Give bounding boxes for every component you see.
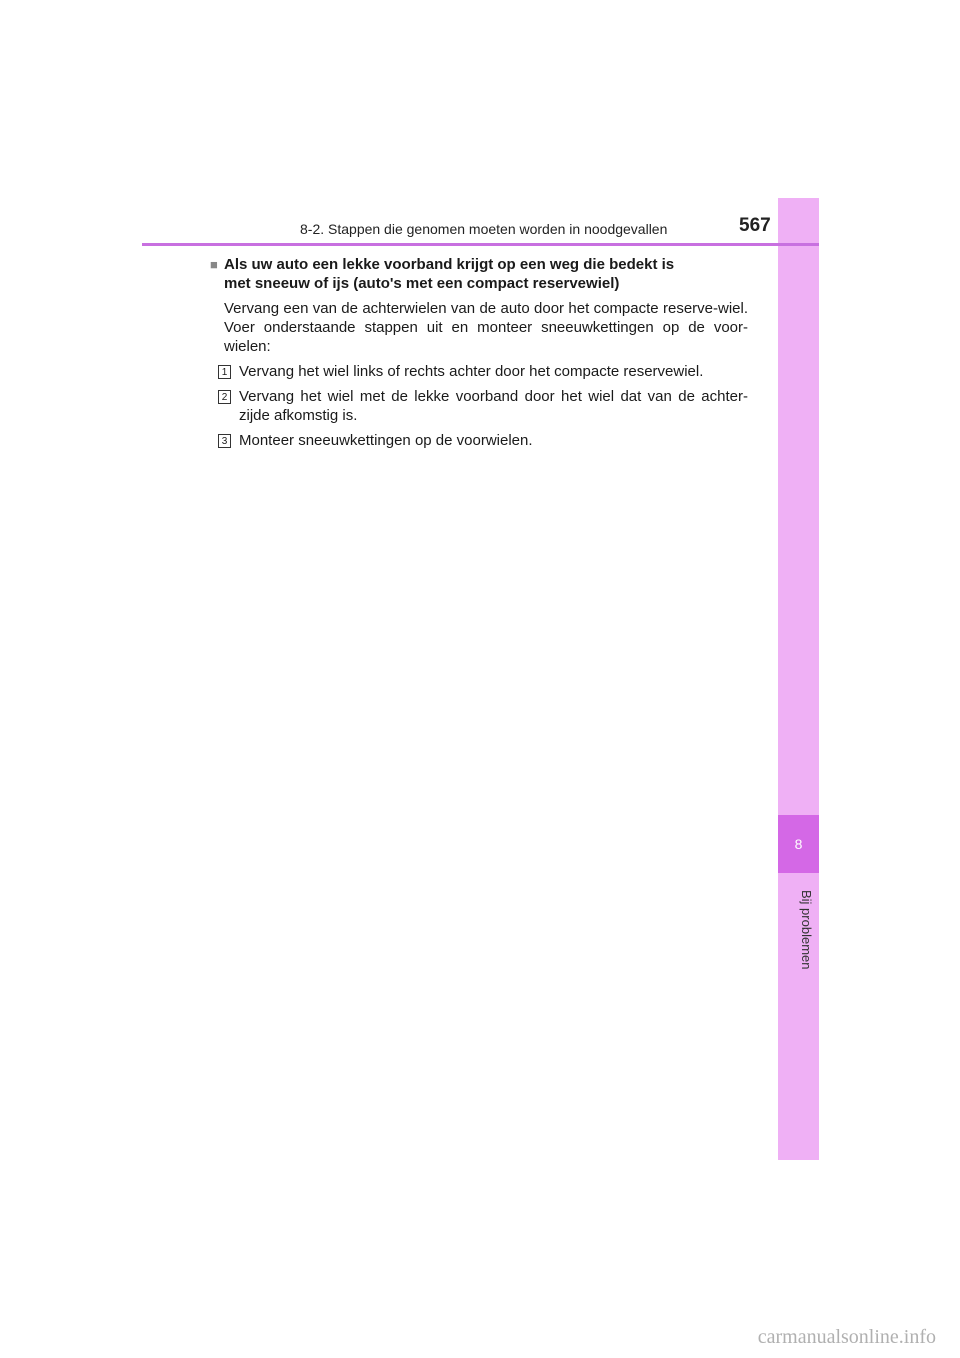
header-divider	[142, 243, 819, 246]
step-item	[218, 387, 748, 425]
step-item	[218, 431, 748, 450]
step-text-3: Monteer sneeuwkettingen op de voorwielen.	[239, 432, 533, 449]
heading-line-2: met sneeuw of ijs (auto's met een compact reservewiel)	[224, 275, 620, 292]
step-text-1: Vervang het wiel links of rechts achter door het compacte reservewiel.	[239, 363, 704, 380]
square-bullet-icon: ■	[210, 257, 218, 272]
step-number-3: 3	[218, 434, 231, 448]
page-number: 567	[739, 215, 771, 236]
main-content	[210, 255, 748, 456]
step-number-2: 2	[218, 390, 231, 404]
heading-line-1: Als uw auto een lekke voorband krijgt op een weg die bedekt is	[224, 256, 675, 273]
intro-paragraph: Vervang een van de achterwielen van de auto door het compacte reserve-wiel. Voer onderstaande stappen uit en monteer sneeuwkettingen op de voor-wielen:	[224, 300, 748, 355]
side-tab-background	[778, 198, 819, 1160]
watermark: carmanualsonline.info	[757, 1326, 936, 1348]
chapter-title-label: Bij problemen	[799, 889, 814, 970]
step-item	[218, 362, 748, 381]
chapter-number-tab: 8	[778, 815, 819, 873]
section-heading	[210, 255, 748, 293]
step-number-1: 1	[218, 365, 231, 379]
step-text-2: Vervang het wiel met de lekke voorband door het wiel dat van de achter-zijde afkomstig is.	[239, 388, 748, 424]
section-path: 8-2. Stappen die genomen moeten worden in noodgevallen	[300, 221, 668, 237]
